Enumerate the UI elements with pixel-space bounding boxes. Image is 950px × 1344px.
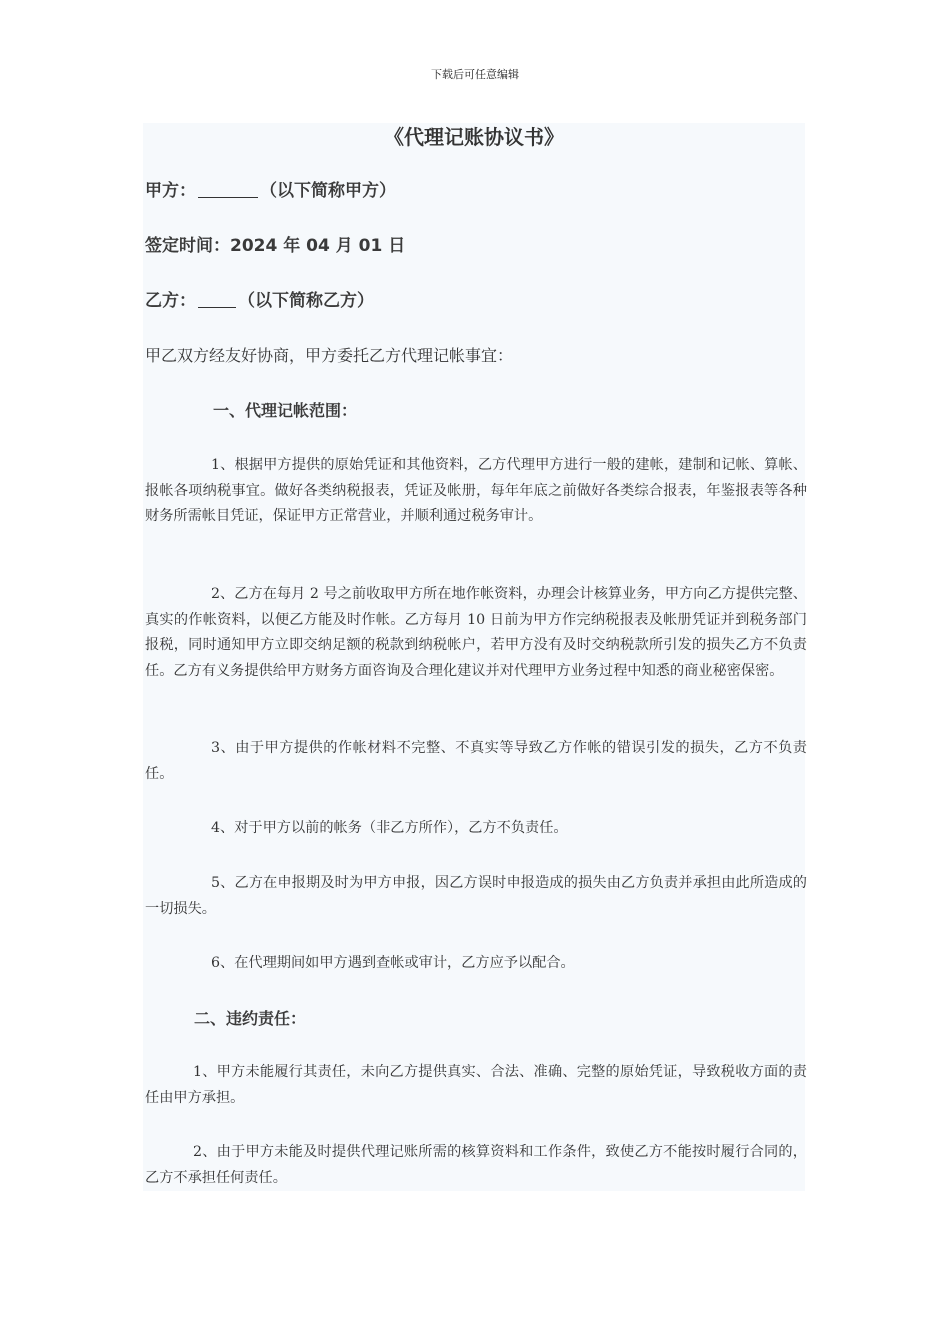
- party-a-line: [145, 178, 396, 204]
- party-b-blank: [198, 289, 236, 308]
- party-b-line: [145, 288, 374, 314]
- section-1-item-1: 1、根据甲方提供的原始凭证和其他资料，乙方代理甲方进行一般的建帐，建制和记帐、算帐、报帐各项纳税事宜。做好各类纳税报表，凭证及帐册，每年年底之前做好各类综合报表，年鉴报表等各种财务所需帐目凭证，保证甲方正常营业，并顺利通过税务审计。: [145, 457, 807, 525]
- section-1-item-6: 6、在代理期间如甲方遇到查帐或审计，乙方应予以配合。: [211, 955, 575, 971]
- section-1-item-4: 4、对于甲方以前的帐务（非乙方所作），乙方不负责任。: [211, 820, 568, 836]
- section-2-item-1: 1、甲方未能履行其责任，未向乙方提供真实、合法、准确、完整的原始凭证，导致税收方面的责任由甲方承担。: [145, 1064, 807, 1106]
- signing-date-line: [145, 233, 405, 259]
- section-1-item-3: 3、由于甲方提供的作帐材料不完整、不真实等导致乙方作帐的错误引发的损失，乙方不负责任。: [145, 740, 807, 782]
- party-a-blank: [198, 179, 258, 198]
- section-1-heading: 一、代理记帐范围：: [213, 401, 358, 420]
- party-a-suffix: （以下简称甲方）: [260, 181, 396, 201]
- signing-date-value: 2024 年 04 月 01 日: [230, 236, 406, 256]
- section-1-item-2: 2、乙方在每月 2 号之前收取甲方所在地作帐资料，办理会计核算业务，甲方向乙方提供完整、真实的作帐资料，以便乙方能及时作帐。乙方每月 10 日前为甲方作完纳税报表及帐册凭证并到税务部门报税，同时通知甲方立即交纳足额的税款到纳税帐户，若甲方没有及时交纳税款所引发的损失乙方不负责任。乙方有义务提供给甲方财务方面咨询及合理化建议并对代理甲方业务过程中知悉的商业秘密保密。: [145, 586, 807, 679]
- section-1-item-5: 5、乙方在申报期及时为甲方申报，因乙方误时申报造成的损失由乙方负责并承担由此所造成的一切损失。: [145, 875, 807, 917]
- agreement-intro: 甲乙双方经友好协商，甲方委托乙方代理记帐事宜：: [145, 346, 514, 365]
- signing-date-label: 签定时间：: [145, 236, 230, 256]
- section-2-heading: 二、违约责任：: [194, 1009, 307, 1028]
- party-a-label: 甲方：: [145, 181, 196, 201]
- party-b-suffix: （以下简称乙方）: [238, 291, 374, 311]
- document-title: 《代理记账协议书》: [384, 125, 564, 149]
- section-2-item-2: 2、由于甲方未能及时提供代理记账所需的核算资料和工作条件，致使乙方不能按时履行合同的，乙方不承担任何责任。: [145, 1144, 807, 1186]
- page-header-note: 下载后可任意编辑: [431, 68, 519, 81]
- party-b-label: 乙方：: [145, 291, 196, 311]
